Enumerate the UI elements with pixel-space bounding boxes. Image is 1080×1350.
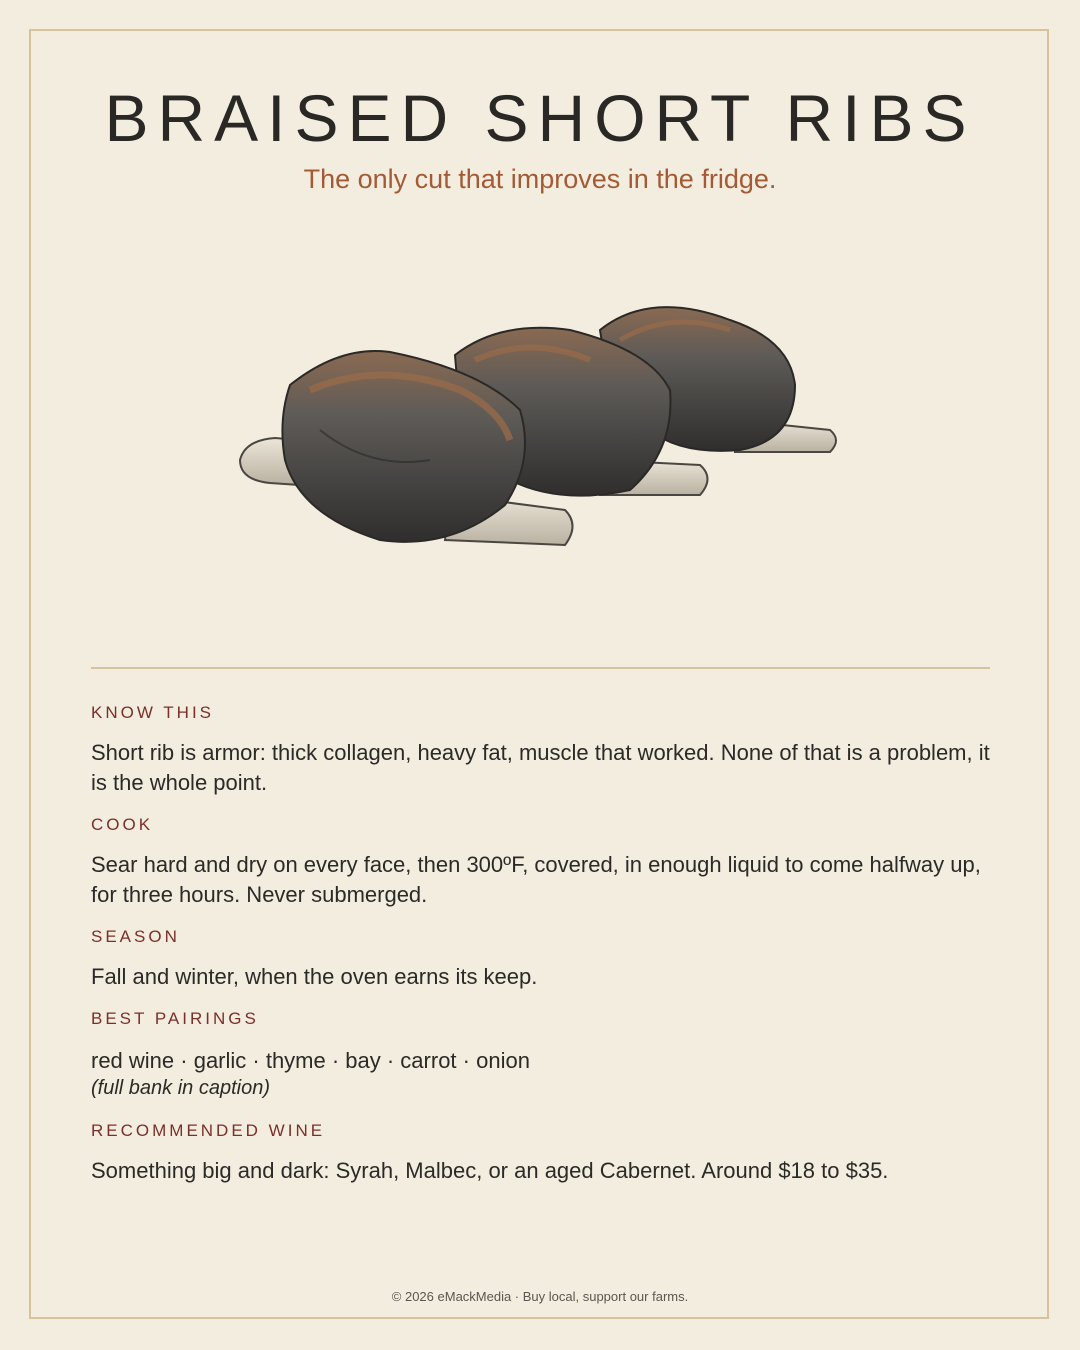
know-this-text: Short rib is armor: thick collagen, heavy fat, muscle that worked. None of that is a problem, it is the whole point. [91,740,990,795]
cook-label: COOK [91,815,154,834]
section-recommended-wine [91,1120,991,1186]
best-pairings-text: red wine · garlic · thyme · bay · carrot · onion [91,1048,530,1073]
recommended-wine-label: RECOMMENDED WINE [91,1121,326,1140]
season-label: SEASON [91,927,180,946]
section-divider [91,667,990,669]
recommended-wine-text: Something big and dark: Syrah, Malbec, or an aged Cabernet. Around $18 to $35. [91,1158,889,1183]
page-subtitle: The only cut that improves in the fridge. [303,164,777,194]
page-title: BRAISED SHORT RIBS [104,81,976,155]
short-ribs-illustration [230,290,850,570]
footer-copyright: © 2026 eMackMedia · Buy local, support our farms. [391,1289,689,1304]
best-pairings-note: (full bank in caption) [91,1077,270,1099]
section-know-this [91,702,991,798]
know-this-label: KNOW THIS [91,703,215,722]
section-best-pairings [91,1008,991,1100]
season-text: Fall and winter, when the oven earns its keep. [91,964,538,989]
cook-text: Sear hard and dry on every face, then 300ºF, covered, in enough liquid to come halfway up, for three hours. Never submerged. [91,852,981,907]
section-season [91,926,991,992]
section-cook [91,814,991,910]
best-pairings-label: BEST PAIRINGS [91,1009,259,1028]
